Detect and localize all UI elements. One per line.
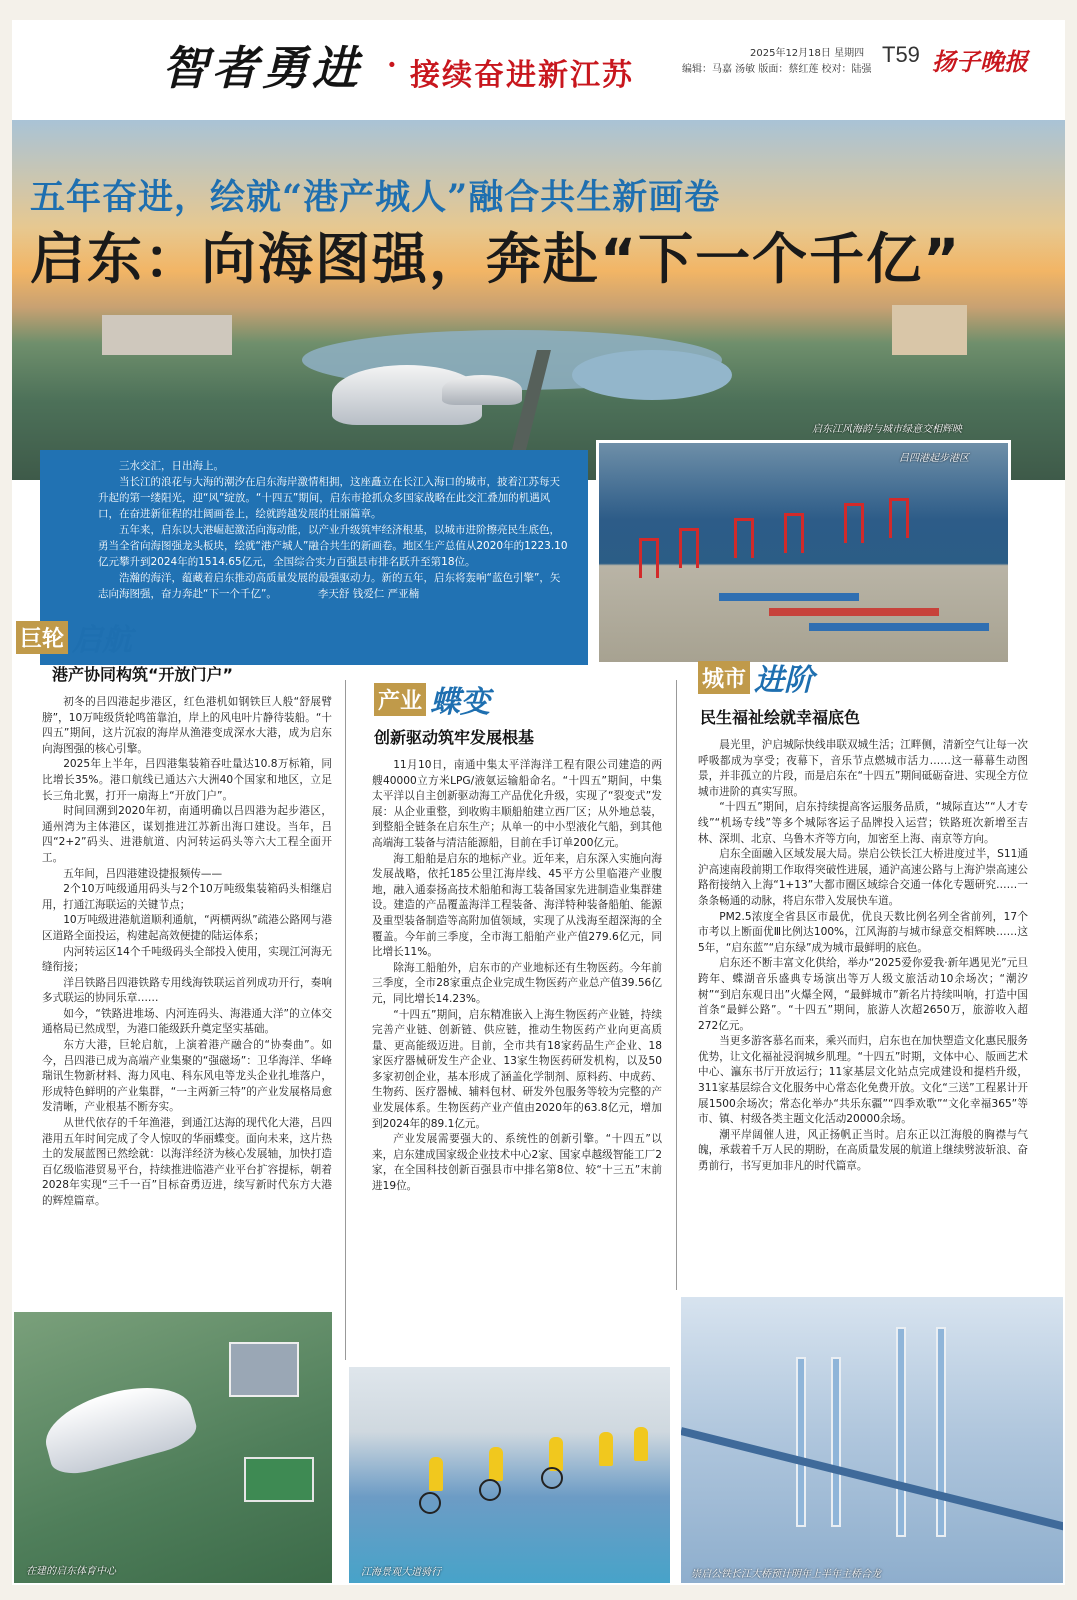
sports-center-photo — [12, 1310, 334, 1585]
section-body-3 — [698, 738, 1028, 1175]
editor-credits: 编辑：马嘉 汤敏 版面：蔡红莲 校对：陆强 — [682, 64, 872, 75]
paragraph: 五年间，吕四港建设捷报频传—— — [63, 867, 223, 880]
paragraph: 晨光里，沪启城际快线串联双城生活；江畔侧，清新空气让每一次呼吸都成为享受；夜幕下，音乐节点燃城市活力……这一幕幕生动图景，并非孤立的片段，而是启东在“十四五”期间砥砺奋进、实现全方位城市进阶的真实写照。 — [698, 739, 1028, 798]
paragraph: 当更多游客慕名而来，乘兴而归，启东也在加快塑造文化惠民服务优势，让文化福祉浸润城乡肌理。“十四五”时期，文体中心、版画艺术中心、瀛东书厅开放运行；11家基层文化站点完成建设和提档升级，311家基层综合文化服务中心常态化免费开放。文化“三送”工程累计开展1500余场次；常态化举办“共乐东疆”“四季欢歌”“文化幸福365”等市、镇、村级各类主题文化活动20000余场。 — [698, 1035, 1028, 1126]
issue-date: 2025年12月18日 星期四 — [750, 48, 865, 59]
paragraph: 11月10日，南通中集太平洋海洋工程有限公司建造的两艘40000立方米LPG/液氨运输船命名。“十四五”期间，中集太平洋以自主创新驱动海工产品优化升级，实现了“裂变式”发展：从企业重整，到收购丰顺船舶建立西厂区；从外地总装，到整船全链条在启东生产；从单一的中小型液化气船，到其他高端海工装备与清洁能源船，目前在手订单200亿元。 — [372, 759, 662, 849]
paragraph: 10万吨级进港航道顺利通航，“两横两纵”疏港公路网与港区道路全面投运，构建起高效便捷的陆运体系； — [42, 914, 332, 942]
article-subtitle: 五年奋进，绘就“港产城人”融合共生新画卷 — [30, 177, 721, 218]
intro-paragraph: 当长江的浪花与大海的潮汐在启东海岸激情相拥，这座矗立在长江入海口的城市，披着江苏每天升起的第一缕阳光，迎“风”绽放。“十四五”期间，启东市抢抓众多国家战略在此交汇叠加的机遇风口，在奋进新征程的壮阔画卷上，绘就跨越发展的壮丽篇章。 — [98, 476, 560, 520]
cycling-photo — [347, 1365, 672, 1585]
section-body-2 — [372, 758, 662, 1195]
author-byline: 李天舒 钱爱仁 严亚楠 — [317, 588, 420, 600]
paragraph: 除海工船舶外，启东市的产业地标还有生物医药。今年前三季度，全市28家重点企业完成生物医药产业总产值39.56亿元，同比增长14.23%。 — [372, 961, 662, 1005]
bridge-photo — [679, 1295, 1065, 1585]
paragraph: 产业发展需要强大的、系统性的创新引擎。“十四五”以来，启东建成国家级企业技术中心2家、国家卓越级智能工厂2家，在全国科技创新百强县市中排名第8位、较“十三五”末前进19位。 — [372, 1133, 662, 1193]
photo-caption: 崇启公铁长江大桥预计明年上半年主桥合龙 — [691, 1569, 881, 1580]
brand-calligraphy: 智者勇进 — [162, 41, 362, 95]
paragraph: 2025年上半年，吕四港集装箱吞吐量达10.8万标箱，同比增长35%。港口航线已通达六大洲40个国家和地区，立足长三角北翼，打开一扇海上“开放门户”。 — [42, 758, 332, 802]
section-tag: 巨轮 — [16, 621, 68, 654]
paragraph: 潮平岸阔催人进，风正扬帆正当时。启东正以江海般的胸襟与气魄，承载着千万人民的期盼，在高质量发展的航道上继续劈波斩浪、奋勇前行，书写更加非凡的时代篇章。 — [698, 1128, 1028, 1173]
article-title: 启东：向海图强，奔赴“下一个千亿” — [30, 227, 962, 291]
section-tag: 产业 — [374, 683, 426, 716]
section-body-1 — [42, 695, 332, 1210]
newspaper-logo: 扬子晚报 — [932, 47, 1028, 76]
page-number: T59 — [882, 42, 920, 67]
column-divider — [676, 680, 677, 1290]
paragraph: 海工船舶是启东的地标产业。近年来，启东深入实施向海发展战略，依托185公里江海岸线、45平方公里临港产业腹地，融入通泰扬高技术船舶和海工装备国家先进制造业集群建设。建造的产品覆盖海洋工程装备、海洋特种装备船舶、能源及重型装备制造等高附加值领域，实现了从浅海至超深海的全覆盖。今年前三季度，全市海工船舶产业产值279.6亿元，同比增长11%。 — [372, 852, 662, 959]
paragraph: “十四五”期间，启东精准嵌入上海生物医药产业链，持续完善产业链、创新链、供应链，推动生物医药产业向更高质量、更高能级迈进。目前，全市共有18家药品生产企业、18家医疗器械研发生产企业、13家生物医药研发机构，以及50多家初创企业，基本形成了涵盖化学制剂、原料药、中成药、生物药、医疗器械、辅料包材、研发外包服务等较为完整的产业发展体系。生物医药产业产值由2020年的63.8亿元，增加到2024年的89.1亿元。 — [372, 1008, 662, 1130]
photo-caption: 在建的启东体育中心 — [26, 1566, 116, 1577]
paragraph: PM2.5浓度全省县区市最优，优良天数比例名列全省前列，17个市考以上断面优Ⅲ比例达100%，江风海韵与城市绿意交相辉映……这5年，“启东蓝”“启东绿”成为城市最鲜明的底色。 — [698, 910, 1028, 954]
section-header-industry — [374, 682, 491, 720]
newspaper-page — [12, 20, 1065, 1585]
paragraph: 从世代依存的千年渔港，到通江达海的现代化大港，吕四港用五年时间完成了令人惊叹的华丽蝶变。面向未来，这片热土的发展蓝图已然绘就：以海洋经济为核心发展轴，加快打造百亿级临港贸易平台，持续推进临港产业平台扩容提标，朝着2028年实现“三千一百”目标奋勇迈进，续写新时代东方大港的辉煌篇章。 — [42, 1117, 332, 1207]
paragraph: 时间回溯到2020年初，南通明确以吕四港为起步港区，通州湾为主体港区，谋划推进江苏新出海口建设。当年，吕四“2+2”码头、进港航道、内河转运码头等六大工程全面开工。 — [42, 805, 332, 864]
section-calligraphy: 蝶变 — [430, 685, 491, 720]
photo-caption: 江海景观大道骑行 — [361, 1567, 441, 1578]
paragraph: 洋吕铁路吕四港铁路专用线海铁联运首列成功开行，奏响多式联运的协同乐章…… — [42, 976, 332, 1005]
section-calligraphy: 进阶 — [754, 663, 815, 698]
section-calligraphy: 启航 — [72, 623, 133, 658]
masthead — [12, 20, 1065, 120]
paragraph: “十四五”期间，启东持续提高客运服务品质，“城际直达”“人才专线”“机场专线”等多个城际客运子品牌投入运营；铁路班次新增至吉林、深圳、北京、乌鲁木齐等方向，加密至上海、南京等方向。 — [698, 801, 1028, 845]
column-divider — [345, 680, 346, 1360]
paragraph: 初冬的吕四港起步港区，红色港机如钢铁巨人般“舒展臂膀”，10万吨级货轮鸣笛靠泊，岸上的风电叶片静待装船。“十四五”期间，这片沉寂的海岸从渔港变成深水大港，成为启东向海图强的核心引擎。 — [42, 696, 332, 755]
paragraph: 启东还不断丰富文化供给，举办“2025爱你爱我·新年遇见光”元旦跨年、蝶湖音乐盛典专场演出等万人级文旅活动10余场次；“潮汐树”“到启东观日出”火爆全网，“最鲜城市”新名片持续叫响，打造中国首条“最鲜公路”。“十四五”期间，旅游人次超2650万，旅游收入超272亿元。 — [698, 957, 1028, 1032]
intro-paragraph: 三水交汇，日出海上。 — [119, 460, 224, 472]
hero-photo-caption: 启东江风海韵与城市绿意交相辉映 — [812, 424, 962, 435]
intro-paragraph: 五年来，启东以大港崛起激活向海动能，以产业升级筑牢经济根基，以城市进阶擦亮民生底色，勇当全省向海图强龙头板块，绘就“港产城人”融合共生的新画卷。地区生产总值从2020年的1223.10亿元攀升到2024年的1514.65亿元，全国综合实力百强县市排名跃升至第18位。 — [98, 524, 568, 568]
paragraph: 启东全面融入区域发展大局。崇启公铁长江大桥进度过半，S11通沪高速南段前期工作取得突破性进展，通沪高速公路与上海沪崇高速公路衔接纳入上海“1+13”大都市圈区域综合交通一体化专题研究……一条条畅通的动脉，将启东带入发展快车道。 — [698, 848, 1028, 907]
section-title: 港产协同构筑“开放门户” — [52, 665, 234, 684]
paragraph: 2个10万吨级通用码头与2个10万吨级集装箱码头相继启用，打通江海联运的关键节点； — [42, 883, 332, 911]
brand-dot: · — [387, 48, 397, 81]
brand-subtitle: 接续奋进新江苏 — [410, 58, 634, 93]
paragraph: 内河转运区14个千吨级码头全部投入使用，实现江河海无缝衔接； — [42, 945, 332, 974]
intro-paragraph: 浩瀚的海洋，蕴藏着启东推动高质量发展的最强驱动力。新的五年，启东将轰响“蓝色引擎”，矢志向海图强，奋力奔赴“下一个千亿”。 李天舒 钱爱仁 严亚楠 — [98, 572, 561, 600]
port-photo — [596, 440, 1011, 665]
paragraph: 如今，“铁路进堆场、内河连码头、海港通大洋”的立体交通格局已然成型，为港口能级跃升奠定坚实基础。 — [42, 1007, 332, 1036]
section-title: 创新驱动筑牢发展根基 — [374, 728, 535, 747]
section-header-ship — [16, 620, 133, 658]
port-photo-caption: 吕四港起步港区 — [899, 453, 969, 464]
section-title: 民生福祉绘就幸福底色 — [700, 708, 861, 727]
paragraph: 东方大港，巨轮启航，上演着港产融合的“协奏曲”。如今，吕四港已成为高端产业集聚的“强磁场”：卫华海洋、华峰瑞讯生物新材料、海力风电、科东风电等龙头企业扎堆落户，形成特色鲜明的产业集群，“一主两新三特”的产业发展格局愈发清晰，产业根基不断夯实。 — [42, 1039, 332, 1114]
section-tag: 城市 — [698, 661, 750, 694]
section-header-city — [698, 660, 815, 698]
